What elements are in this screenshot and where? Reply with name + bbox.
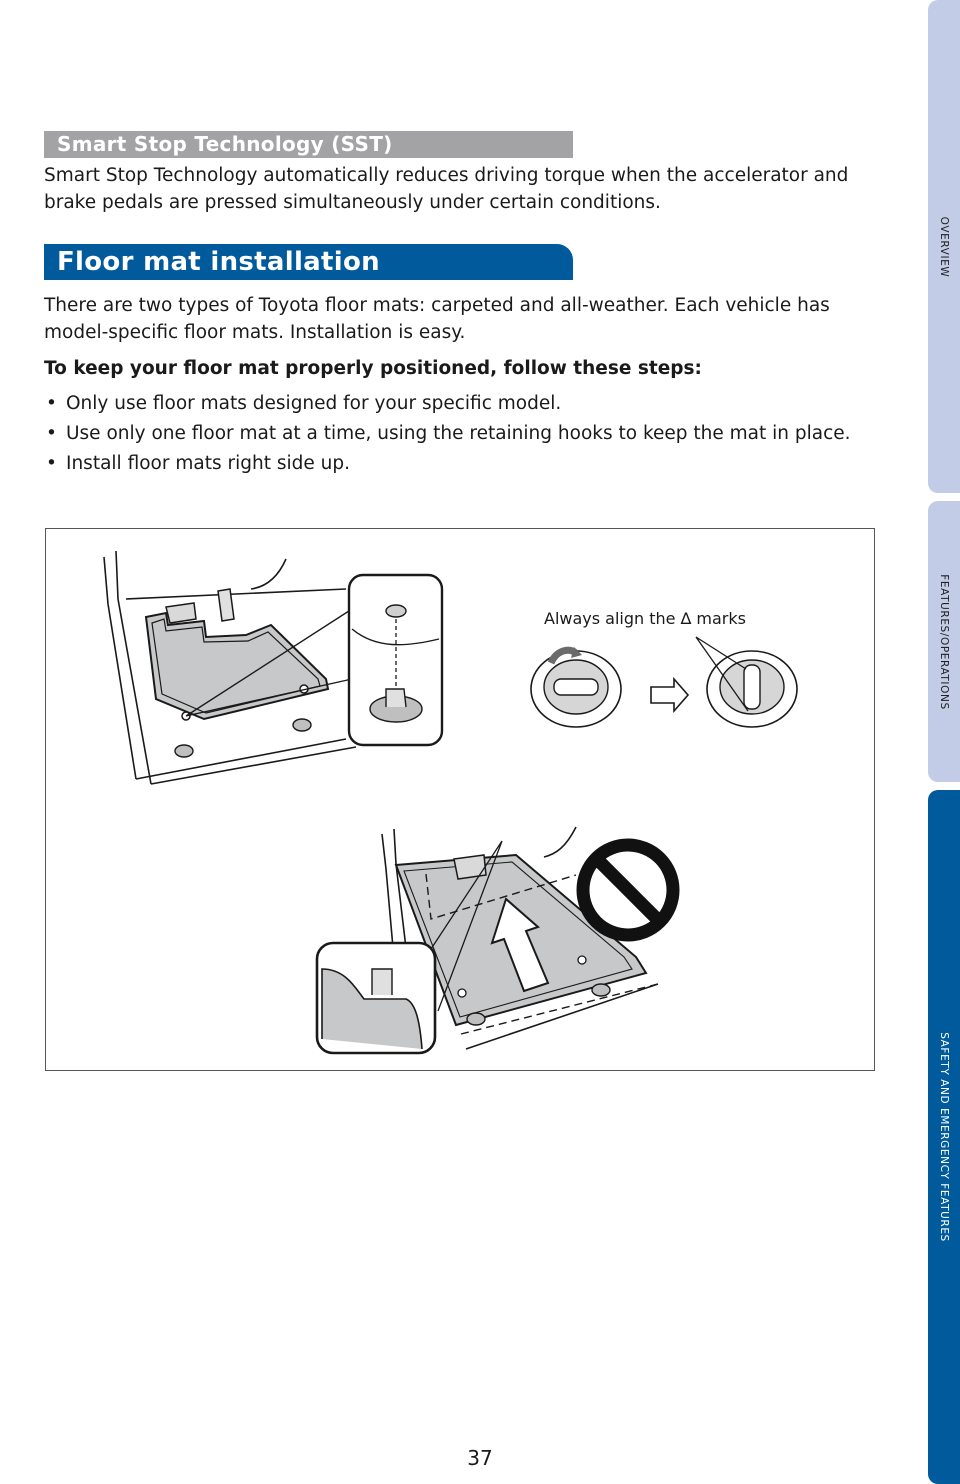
prohibited-icon [583,845,673,935]
hook-aligned-diagram [696,637,797,727]
tab-safety-emergency[interactable] [928,790,960,1484]
tab-features-label: FEATURES/OPERATIONS [938,573,950,710]
alignment-caption: Always align the ∆ marks [544,609,746,628]
list-item: • Only use floor mats designed for your specific model. [44,390,874,417]
tab-features-operations[interactable] [928,501,960,782]
steps-list [44,390,874,480]
hook-rotate-diagram [531,647,621,727]
floor-mat-illustration [45,528,875,1071]
sst-body: Smart Stop Technology automatically reduces driving torque when the accelerator and brake pedals are pressed simultaneously under certain conditions. [44,165,849,213]
floor-mat-drawing [46,529,874,1070]
tab-overview[interactable] [928,0,960,493]
tab-overview-label: OVERVIEW [938,216,950,277]
tab-safety-label: SAFETY AND EMERGENCY FEATURES [938,1032,950,1242]
floor-mat-heading: Floor mat installation [44,244,573,280]
page-number: 37 [467,1446,493,1470]
list-item: • Use only one floor mat at a time, using the retaining hooks to keep the mat in place. [44,420,874,447]
steps-heading: To keep your floor mat properly positioned, follow these steps: [44,358,702,379]
sst-heading: Smart Stop Technology (SST) [44,131,573,158]
list-item: • Install floor mats right side up. [44,450,874,477]
floor-mat-intro: There are two types of Toyota floor mats: carpeted and all-weather. Each vehicle has model-specific floor mats. Installation is easy. [44,295,830,343]
